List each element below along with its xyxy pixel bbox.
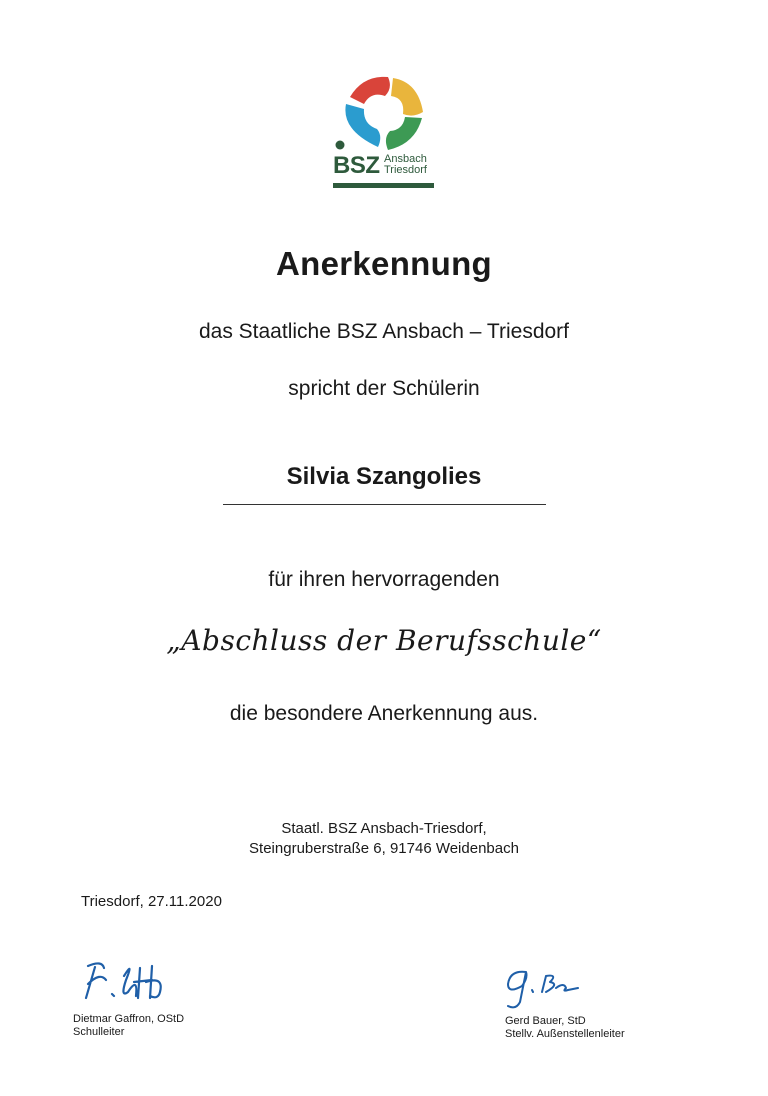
logo-line-triesdorf: Triesdorf bbox=[384, 164, 427, 176]
address-line-2: Steingruberstraße 6, 91746 Weidenbach bbox=[249, 840, 519, 857]
logo-segment-blue bbox=[345, 104, 380, 147]
signatory-right-name: Gerd Bauer, StD bbox=[505, 1015, 586, 1027]
award-line: die besondere Anerkennung aus. bbox=[229, 702, 539, 725]
recipient-underline bbox=[223, 504, 546, 505]
addressee-line: spricht der Schülerin bbox=[288, 377, 480, 400]
logo-dot bbox=[336, 141, 345, 150]
logo-ring-icon bbox=[333, 72, 437, 152]
address-line-1: Staatl. BSZ Ansbach-Triesdorf, bbox=[281, 820, 487, 837]
signatory-right-role: Stellv. Außenstellenleiter bbox=[505, 1028, 625, 1040]
reason-line: für ihren hervorragenden bbox=[268, 568, 500, 591]
logo-segment-green bbox=[386, 117, 422, 150]
logo-brand: BSZ bbox=[333, 152, 380, 179]
achievement-title: „Abschluss der Berufsschule“ bbox=[166, 624, 602, 657]
issuer-line: das Staatliche BSZ Ansbach – Triesdorf bbox=[198, 320, 570, 343]
logo-segment-yellow bbox=[391, 78, 423, 116]
logo-underline-bar bbox=[333, 183, 434, 188]
school-logo bbox=[333, 72, 437, 190]
signature-left bbox=[80, 958, 190, 1006]
signatory-left-role: Schulleiter bbox=[73, 1026, 125, 1038]
recipient-name: Silvia Szangolies bbox=[286, 463, 482, 490]
signatory-left-name: Dietmar Gaffron, OStD bbox=[73, 1013, 185, 1025]
certificate-title: Anerkennung bbox=[276, 245, 492, 282]
signature-right bbox=[498, 962, 588, 1012]
logo-line-ansbach: Ansbach bbox=[384, 153, 427, 165]
logo-segment-red bbox=[350, 77, 390, 104]
place-date: Triesdorf, 27.11.2020 bbox=[81, 893, 222, 910]
